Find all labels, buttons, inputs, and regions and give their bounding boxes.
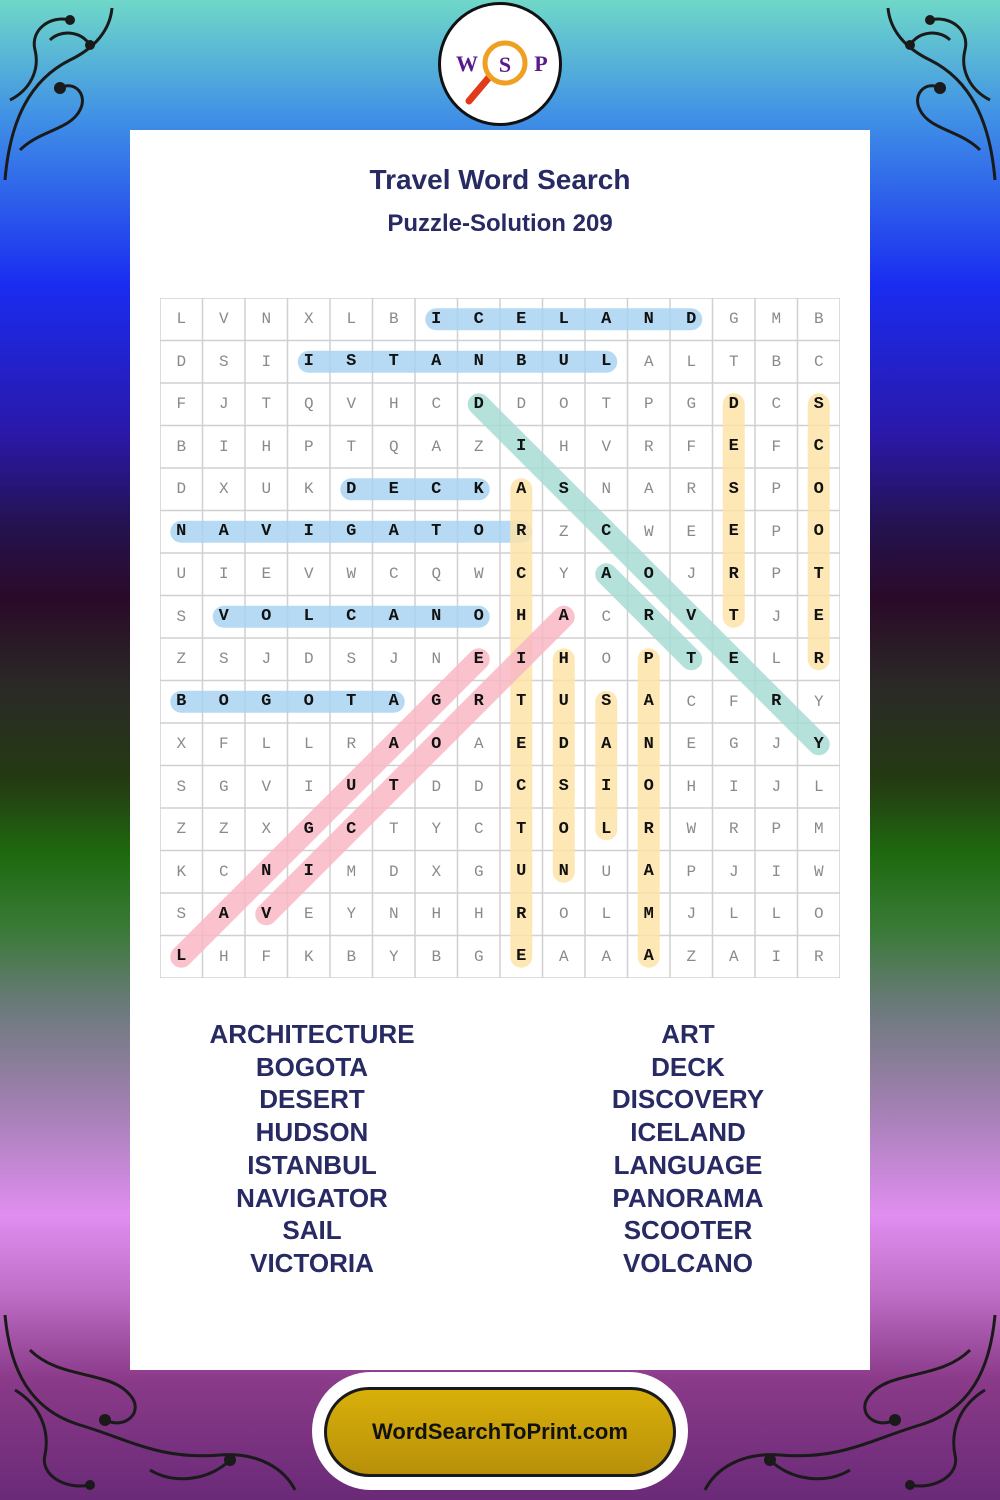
grid-cell[interactable]: W bbox=[473, 565, 484, 584]
grid-cell[interactable]: G bbox=[473, 947, 484, 966]
grid-cell[interactable]: O bbox=[431, 734, 442, 754]
grid-cell[interactable]: R bbox=[516, 522, 527, 542]
grid-cell[interactable]: O bbox=[473, 607, 484, 627]
word-list-item: ART bbox=[661, 1019, 715, 1049]
grid-cell[interactable]: S bbox=[176, 777, 187, 796]
grid-cell[interactable]: O bbox=[218, 692, 229, 712]
grid-cell[interactable]: G bbox=[686, 395, 697, 414]
grid-cell[interactable]: O bbox=[558, 395, 569, 414]
grid-cell[interactable]: G bbox=[218, 777, 229, 796]
grid-cell[interactable]: P bbox=[771, 820, 782, 839]
grid-cell[interactable]: J bbox=[218, 395, 229, 414]
grid-cell[interactable]: W bbox=[643, 522, 654, 541]
grid-cell[interactable]: N bbox=[431, 650, 442, 669]
grid-cell[interactable]: C bbox=[431, 479, 442, 499]
grid-cell[interactable]: D bbox=[176, 480, 187, 499]
grid-cell[interactable]: A bbox=[558, 947, 569, 966]
grid-cell[interactable]: E bbox=[261, 565, 272, 584]
grid-cell[interactable]: U bbox=[176, 565, 187, 584]
grid-cell[interactable]: E bbox=[728, 522, 739, 542]
grid-cell[interactable]: T bbox=[601, 395, 612, 414]
puzzle-title: Travel Word Search bbox=[369, 164, 631, 195]
grid-cell[interactable]: H bbox=[686, 777, 697, 796]
grid-cell[interactable]: T bbox=[346, 692, 357, 712]
grid-cell[interactable]: N bbox=[431, 607, 442, 627]
grid-cell[interactable]: C bbox=[771, 395, 782, 414]
grid-cell[interactable]: D bbox=[558, 734, 569, 754]
grid-cell[interactable]: J bbox=[728, 862, 739, 881]
grid-cell[interactable]: A bbox=[558, 607, 569, 627]
grid-cell[interactable]: M bbox=[813, 820, 824, 839]
grid-cell[interactable]: A bbox=[218, 522, 229, 542]
grid-cell[interactable]: L bbox=[601, 352, 612, 372]
grid-cell[interactable]: X bbox=[218, 480, 229, 499]
grid-cell[interactable]: D bbox=[303, 650, 314, 669]
grid-cell[interactable]: F bbox=[686, 437, 697, 456]
grid-cell[interactable]: W bbox=[346, 565, 357, 584]
grid-cell[interactable]: A bbox=[431, 352, 442, 372]
grid-cell[interactable]: A bbox=[601, 564, 612, 584]
grid-cell[interactable]: D bbox=[473, 394, 484, 414]
word-list-item: SCOOTER bbox=[623, 1215, 753, 1246]
grid-cell[interactable]: C bbox=[686, 692, 697, 711]
word-list-item: LANGUAGE bbox=[613, 1149, 763, 1180]
grid-cell[interactable]: R bbox=[516, 904, 527, 924]
grid-cell[interactable]: C bbox=[601, 607, 612, 626]
grid-cell[interactable]: C bbox=[516, 564, 527, 584]
grid-cell[interactable]: S bbox=[728, 479, 739, 499]
puzzle-card bbox=[130, 130, 870, 1370]
grid-cell[interactable]: I bbox=[431, 309, 442, 329]
grid-cell[interactable]: I bbox=[516, 649, 527, 669]
grid-cell[interactable]: E bbox=[516, 309, 527, 329]
grid-cell[interactable]: S bbox=[218, 352, 229, 371]
grid-cell[interactable]: R bbox=[771, 692, 782, 712]
grid-cell[interactable]: I bbox=[218, 565, 229, 584]
grid-cell[interactable]: G bbox=[346, 522, 357, 542]
grid-cell[interactable]: C bbox=[813, 437, 824, 457]
grid-cell[interactable]: A bbox=[473, 735, 484, 754]
grid-cell[interactable]: E bbox=[686, 522, 697, 541]
grid-cell[interactable]: R bbox=[728, 820, 739, 839]
grid-cell[interactable]: Y bbox=[346, 905, 357, 924]
word-list-item: SAIL bbox=[282, 1215, 342, 1246]
grid-cell[interactable]: V bbox=[303, 565, 314, 584]
word-list-left bbox=[142, 1018, 482, 1280]
grid-cell[interactable]: A bbox=[388, 607, 399, 627]
word-list-item: VOLCANO bbox=[623, 1247, 753, 1278]
grid-cell[interactable]: E bbox=[516, 734, 527, 754]
grid-cell[interactable]: A bbox=[601, 734, 612, 754]
grid-cell[interactable]: K bbox=[303, 947, 314, 966]
grid-cell[interactable]: G bbox=[728, 310, 739, 329]
grid-cell[interactable]: T bbox=[431, 522, 442, 542]
grid-cell[interactable]: Y bbox=[388, 947, 399, 966]
grid-cell[interactable]: N bbox=[388, 905, 399, 924]
grid-cell[interactable]: E bbox=[388, 479, 399, 499]
website-banner[interactable]: WordSearchToPrint.com bbox=[324, 1387, 676, 1477]
grid-cell[interactable]: T bbox=[388, 352, 399, 372]
grid-cell[interactable]: O bbox=[813, 479, 824, 499]
grid-cell[interactable]: B bbox=[771, 352, 782, 371]
grid-cell[interactable]: N bbox=[473, 352, 484, 372]
grid-cell[interactable]: H bbox=[431, 905, 442, 924]
grid-cell[interactable]: T bbox=[261, 395, 272, 414]
grid-cell[interactable]: P bbox=[643, 649, 654, 669]
grid-cell[interactable]: L bbox=[303, 607, 314, 627]
grid-cell[interactable]: T bbox=[388, 777, 399, 797]
word-list-item: NAVIGATOR bbox=[236, 1182, 388, 1213]
grid-cell[interactable]: J bbox=[686, 905, 697, 924]
grid-cell[interactable]: M bbox=[771, 310, 782, 329]
grid-cell[interactable]: D bbox=[728, 394, 739, 414]
logo-letter-w: W bbox=[456, 51, 478, 76]
grid-cell[interactable]: O bbox=[643, 564, 654, 584]
grid-cell[interactable]: U bbox=[261, 480, 272, 499]
grid-cell[interactable]: B bbox=[346, 947, 357, 966]
grid-cell[interactable]: X bbox=[176, 735, 187, 754]
grid-cell[interactable]: S bbox=[218, 650, 229, 669]
grid-cell[interactable]: W bbox=[813, 862, 824, 881]
grid-cell[interactable]: L bbox=[558, 309, 569, 329]
grid-cell[interactable]: C bbox=[601, 522, 612, 542]
puzzle-subtitle: Puzzle-Solution 209 bbox=[387, 210, 613, 237]
grid-cell[interactable]: R bbox=[813, 947, 824, 966]
word-list-item: DESERT bbox=[259, 1084, 365, 1115]
grid-cell[interactable]: T bbox=[686, 649, 697, 669]
grid-cell[interactable]: U bbox=[558, 692, 569, 712]
grid-cell[interactable]: Q bbox=[431, 565, 442, 584]
grid-cell[interactable]: N bbox=[643, 734, 654, 754]
grid-cell[interactable]: C bbox=[813, 352, 824, 371]
grid-cell[interactable]: L bbox=[813, 777, 824, 796]
grid-cell[interactable]: K bbox=[176, 862, 187, 881]
grid-cell[interactable]: T bbox=[728, 607, 739, 627]
grid-cell[interactable]: H bbox=[558, 649, 569, 669]
grid-cell[interactable]: P bbox=[643, 395, 654, 414]
grid-cell[interactable]: I bbox=[516, 437, 527, 457]
grid-cell[interactable]: F bbox=[771, 437, 782, 456]
grid-cell[interactable]: M bbox=[346, 862, 357, 881]
grid-cell[interactable]: L bbox=[771, 650, 782, 669]
grid-cell[interactable]: F bbox=[728, 692, 739, 711]
grid-cell[interactable]: P bbox=[771, 522, 782, 541]
grid-cell[interactable]: A bbox=[643, 947, 654, 967]
grid-cell[interactable]: I bbox=[601, 777, 612, 797]
grid-cell[interactable]: I bbox=[303, 862, 314, 882]
grid-cell[interactable]: Y bbox=[431, 820, 442, 839]
grid-cell[interactable]: R bbox=[813, 649, 824, 669]
grid-cell[interactable]: R bbox=[686, 480, 697, 499]
grid-cell[interactable]: S bbox=[601, 692, 612, 712]
grid-cell[interactable]: L bbox=[303, 735, 314, 754]
word-list-item: HUDSON bbox=[255, 1117, 369, 1148]
grid-cell[interactable]: S bbox=[176, 905, 187, 924]
grid-cell[interactable]: J bbox=[686, 565, 697, 584]
grid-cell[interactable]: R bbox=[473, 692, 484, 712]
grid-cell[interactable]: S bbox=[558, 479, 569, 499]
grid-cell[interactable]: I bbox=[303, 777, 314, 796]
grid-cell[interactable]: N bbox=[176, 522, 187, 542]
grid-cell[interactable]: Q bbox=[303, 395, 314, 414]
grid-cell[interactable]: E bbox=[728, 437, 739, 457]
grid-cell[interactable]: O bbox=[303, 692, 314, 712]
grid-cell[interactable]: X bbox=[261, 820, 272, 839]
word-list-item: ARCHITECTURE bbox=[209, 1019, 415, 1049]
grid-cell[interactable]: N bbox=[601, 480, 612, 499]
grid-cell[interactable]: C bbox=[388, 565, 399, 584]
grid-cell[interactable]: A bbox=[643, 352, 654, 371]
grid-cell[interactable]: V bbox=[261, 522, 272, 542]
grid-cell[interactable]: I bbox=[303, 522, 314, 542]
grid-cell[interactable]: L bbox=[601, 905, 612, 924]
grid-cell[interactable]: C bbox=[473, 309, 484, 329]
grid-cell[interactable]: U bbox=[346, 777, 357, 797]
grid-cell[interactable]: Z bbox=[176, 650, 187, 669]
grid-cell[interactable]: S bbox=[558, 777, 569, 797]
grid-cell[interactable]: O bbox=[558, 819, 569, 839]
grid-cell[interactable]: V bbox=[261, 777, 272, 796]
grid-cell[interactable]: H bbox=[473, 905, 484, 924]
grid-cell[interactable]: V bbox=[686, 607, 697, 627]
grid-cell[interactable]: I bbox=[771, 947, 782, 966]
grid-cell[interactable]: R bbox=[728, 564, 739, 584]
grid-cell[interactable]: D bbox=[176, 352, 187, 371]
grid-cell[interactable]: A bbox=[643, 692, 654, 712]
grid-cell[interactable]: G bbox=[473, 862, 484, 881]
grid-cell[interactable]: B bbox=[388, 310, 399, 329]
grid-cell[interactable]: E bbox=[728, 649, 739, 669]
grid-cell[interactable]: L bbox=[728, 905, 739, 924]
grid-cell[interactable]: Q bbox=[388, 437, 399, 456]
grid-cell[interactable]: B bbox=[431, 947, 442, 966]
grid-cell[interactable]: L bbox=[261, 735, 272, 754]
grid-cell[interactable]: S bbox=[346, 650, 357, 669]
grid-cell[interactable]: D bbox=[388, 862, 399, 881]
grid-cell[interactable]: S bbox=[813, 394, 824, 414]
grid-cell[interactable]: A bbox=[516, 479, 527, 499]
grid-cell[interactable]: E bbox=[473, 649, 484, 669]
grid-cell[interactable]: T bbox=[346, 437, 357, 456]
grid-cell[interactable]: H bbox=[388, 395, 399, 414]
grid-cell[interactable]: J bbox=[771, 777, 782, 796]
grid-cell[interactable]: A bbox=[388, 692, 399, 712]
word-list-item: DECK bbox=[651, 1051, 725, 1082]
grid-cell[interactable]: I bbox=[218, 437, 229, 456]
grid-cell[interactable]: K bbox=[303, 480, 314, 499]
grid-cell[interactable]: C bbox=[218, 862, 229, 881]
grid-cell[interactable]: I bbox=[771, 862, 782, 881]
grid-cell[interactable]: D bbox=[346, 479, 357, 499]
grid-cell[interactable]: Z bbox=[686, 947, 697, 966]
grid-cell[interactable]: A bbox=[388, 522, 399, 542]
grid-cell[interactable]: L bbox=[771, 905, 782, 924]
grid-cell[interactable]: E bbox=[813, 607, 824, 627]
grid-cell[interactable]: H bbox=[261, 437, 272, 456]
grid-cell[interactable]: O bbox=[601, 650, 612, 669]
grid-cell[interactable]: G bbox=[303, 819, 314, 839]
grid-cell[interactable]: P bbox=[303, 437, 314, 456]
word-list-item: VICTORIA bbox=[250, 1247, 374, 1278]
grid-cell[interactable]: J bbox=[771, 607, 782, 626]
grid-cell[interactable]: O bbox=[558, 905, 569, 924]
grid-cell[interactable]: U bbox=[516, 862, 527, 882]
grid-cell[interactable]: N bbox=[261, 862, 272, 882]
grid-cell[interactable]: V bbox=[346, 395, 357, 414]
grid-cell[interactable]: V bbox=[218, 607, 229, 627]
grid-cell[interactable]: A bbox=[388, 734, 399, 754]
grid-cell[interactable]: V bbox=[218, 310, 229, 329]
grid-cell[interactable]: F bbox=[218, 735, 229, 754]
grid-cell[interactable]: A bbox=[728, 947, 739, 966]
grid-cell[interactable]: Z bbox=[558, 522, 569, 541]
word-list-item: PANORAMA bbox=[612, 1182, 764, 1213]
word-list-right bbox=[518, 1018, 858, 1280]
magnifier-icon bbox=[445, 9, 555, 119]
grid-cell[interactable]: U bbox=[558, 352, 569, 372]
grid-cell[interactable]: C bbox=[431, 395, 442, 414]
grid-cell[interactable]: T bbox=[516, 819, 527, 839]
grid-cell[interactable]: L bbox=[346, 310, 357, 329]
grid-cell[interactable]: D bbox=[473, 777, 484, 796]
grid-cell[interactable]: Y bbox=[813, 692, 824, 711]
grid-cell[interactable]: I bbox=[303, 352, 314, 372]
grid-cell[interactable]: V bbox=[601, 437, 612, 456]
grid-cell[interactable]: J bbox=[261, 650, 272, 669]
grid-cell[interactable]: C bbox=[516, 777, 527, 797]
grid-cell[interactable]: G bbox=[431, 692, 442, 712]
grid-cell[interactable]: M bbox=[643, 904, 654, 924]
grid-cell[interactable]: E bbox=[516, 947, 527, 967]
grid-cell[interactable]: T bbox=[728, 352, 739, 371]
grid-cell[interactable]: O bbox=[643, 777, 654, 797]
grid-cell[interactable]: N bbox=[558, 862, 569, 882]
grid-cell[interactable]: R bbox=[346, 735, 357, 754]
grid-cell[interactable]: R bbox=[643, 819, 654, 839]
ornament-corner-top-right bbox=[870, 0, 1000, 190]
grid-cell[interactable]: F bbox=[176, 395, 187, 414]
grid-cell[interactable]: B bbox=[516, 352, 527, 372]
grid-cell[interactable]: A bbox=[601, 309, 612, 329]
grid-cell[interactable]: S bbox=[346, 352, 357, 372]
grid-cell[interactable]: I bbox=[261, 352, 272, 371]
grid-cell[interactable]: F bbox=[261, 947, 272, 966]
grid-cell[interactable]: D bbox=[686, 309, 697, 329]
word-list-item: DISCOVERY bbox=[611, 1084, 765, 1115]
word-list-item: ICELAND bbox=[630, 1117, 746, 1148]
word-list-item: BOGOTA bbox=[255, 1051, 369, 1082]
grid-cell[interactable]: O bbox=[813, 905, 824, 924]
grid-cell[interactable]: I bbox=[728, 777, 739, 796]
grid-cell[interactable]: N bbox=[643, 309, 654, 329]
grid-cell[interactable]: J bbox=[771, 735, 782, 754]
grid-cell[interactable]: N bbox=[261, 310, 272, 329]
grid-cell[interactable]: P bbox=[771, 480, 782, 499]
grid-cell[interactable]: W bbox=[686, 820, 697, 839]
grid-cell[interactable]: R bbox=[643, 607, 654, 627]
grid-cell[interactable]: G bbox=[261, 692, 272, 712]
grid-cell[interactable]: P bbox=[686, 862, 697, 881]
logo-letter-s: S bbox=[498, 52, 512, 77]
grid-cell[interactable]: B bbox=[176, 437, 187, 456]
wsp-logo[interactable] bbox=[438, 2, 562, 126]
grid-cell[interactable]: D bbox=[431, 777, 442, 796]
grid-cell[interactable]: T bbox=[388, 820, 399, 839]
grid-cell[interactable]: G bbox=[728, 735, 739, 754]
grid-cell[interactable]: A bbox=[643, 862, 654, 882]
grid-cell[interactable]: O bbox=[261, 607, 272, 627]
grid-cell[interactable]: E bbox=[686, 735, 697, 754]
grid-cell[interactable]: C bbox=[346, 819, 357, 839]
grid-cell[interactable]: T bbox=[813, 564, 824, 584]
grid-cell[interactable]: K bbox=[473, 479, 484, 499]
grid-cell[interactable]: J bbox=[388, 650, 399, 669]
grid-cell[interactable]: L bbox=[176, 310, 187, 329]
grid-cell[interactable]: X bbox=[303, 310, 314, 329]
word-grid bbox=[160, 298, 840, 978]
grid-cell[interactable]: T bbox=[516, 692, 527, 712]
grid-cell[interactable]: H bbox=[516, 607, 527, 627]
ornament-corner-top-left bbox=[0, 0, 130, 190]
word-list-item: ISTANBUL bbox=[247, 1149, 377, 1180]
grid-cell[interactable]: C bbox=[473, 820, 484, 839]
grid-cell[interactable]: B bbox=[176, 692, 187, 712]
grid-cell[interactable]: Z bbox=[473, 437, 484, 456]
grid-cell[interactable]: L bbox=[601, 819, 612, 839]
grid-cell[interactable]: O bbox=[813, 522, 824, 542]
grid-cell[interactable]: V bbox=[261, 904, 272, 924]
grid-cell[interactable]: Y bbox=[813, 734, 824, 754]
grid-cell[interactable]: P bbox=[771, 565, 782, 584]
grid-cell[interactable]: Z bbox=[176, 820, 187, 839]
grid-cell[interactable]: E bbox=[303, 905, 314, 924]
grid-cell[interactable]: A bbox=[431, 437, 442, 456]
grid-cell[interactable]: Z bbox=[218, 820, 229, 839]
grid-cell[interactable]: H bbox=[218, 947, 229, 966]
grid-cell[interactable]: S bbox=[176, 607, 187, 626]
grid-cell[interactable]: Y bbox=[558, 565, 569, 584]
grid-cell[interactable]: L bbox=[686, 352, 697, 371]
grid-cell[interactable]: B bbox=[813, 310, 824, 329]
grid-cell[interactable]: A bbox=[643, 480, 654, 499]
grid-cell[interactable]: D bbox=[516, 395, 527, 414]
grid-cell[interactable]: A bbox=[218, 904, 229, 924]
logo-letter-p: P bbox=[534, 51, 548, 76]
grid-cell[interactable]: X bbox=[431, 862, 442, 881]
grid-cell[interactable]: O bbox=[473, 522, 484, 542]
grid-cell[interactable]: C bbox=[346, 607, 357, 627]
grid-cell[interactable]: H bbox=[558, 437, 569, 456]
grid-cell[interactable]: R bbox=[643, 437, 654, 456]
grid-cell[interactable]: U bbox=[601, 862, 612, 881]
grid-cell[interactable]: L bbox=[176, 947, 187, 967]
grid-cell[interactable]: A bbox=[601, 947, 612, 966]
